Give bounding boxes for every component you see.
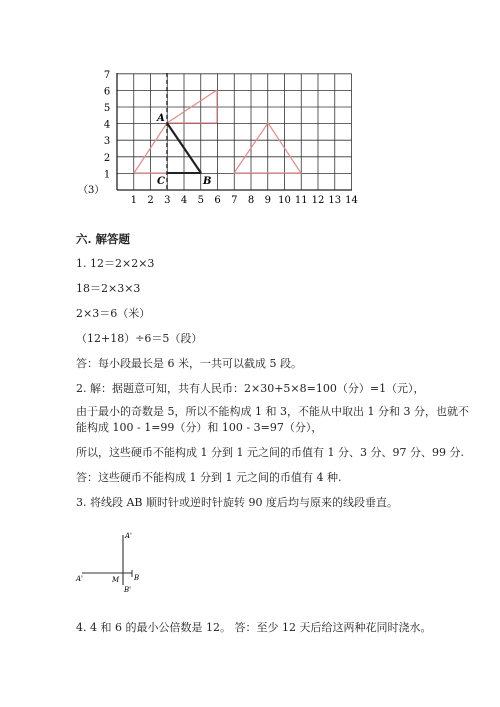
x-tick-labels (131, 195, 358, 206)
answer-line: 2×3＝6（米） (76, 307, 151, 320)
answer-line: （12+18）÷6＝5（段） (76, 332, 203, 345)
answer-line: 1. 12＝2×2×3 (76, 257, 155, 270)
y-tick-label: 3 (103, 136, 111, 148)
x-tick-label: 7 (231, 195, 238, 206)
x-tick-label: 6 (214, 195, 221, 206)
x-tick-label: 5 (197, 195, 204, 206)
answer-line: 答：这些硬币不能构成 1 分到 1 元之间的币值有 4 种. (76, 471, 342, 484)
answer-line: 4. 4 和 6 的最小公倍数是 12。 答：至少 12 天后给这两种花同时浇水。 (76, 621, 432, 634)
x-tick-label: 4 (180, 195, 188, 206)
x-tick-label: 3 (164, 195, 171, 206)
answer-line: 2. 解：据题意可知，共有人民币：2×30+5×8=100（分）=1（元）， (76, 382, 425, 395)
y-tick-label: 1 (103, 169, 111, 181)
label-a: A (157, 113, 165, 124)
y-tick-label: 7 (103, 69, 111, 81)
y-tick-label: 4 (103, 119, 111, 131)
label-b: B (134, 574, 140, 582)
y-tick-label: 2 (103, 152, 111, 164)
answer-line: 所以，这些硬币不能构成 1 分到 1 元之间的币值有 1 分、3 分、97 分、99 分. (76, 446, 464, 459)
label-b-prime: B' (124, 586, 132, 594)
answer-line: 答：每小段最长是 6 米，一共可以截成 5 段。 (76, 357, 302, 370)
x-tick-label: 2 (147, 195, 154, 206)
answer-line: 18＝2×3×3 (76, 282, 141, 295)
label-c: C (157, 176, 165, 187)
x-tick-label: 12 (311, 195, 325, 206)
label-a-prime-top: A' (125, 532, 132, 540)
x-tick-label: 1 (130, 195, 137, 206)
label-a-prime-left: A' (76, 575, 83, 583)
x-tick-label: 8 (247, 195, 255, 206)
grid-figure (0, 0, 500, 215)
y-tick-label: 5 (103, 103, 111, 114)
figure-number: （3） (78, 185, 105, 196)
x-tick-label: 14 (345, 195, 358, 206)
x-tick-label: 9 (264, 195, 271, 206)
shifted-top-edge (167, 90, 217, 123)
x-tick-label: 10 (278, 195, 291, 206)
answer-line: 3. 将线段 AB 顺时针或逆时针旋转 90 度后均与原来的线段垂直。 (76, 496, 399, 509)
y-tick-label: 6 (103, 86, 111, 98)
x-tick-label: 11 (294, 195, 308, 206)
label-b: B (203, 176, 212, 187)
y-tick-labels (104, 70, 110, 181)
section-title: 六. 解答题 (76, 232, 131, 246)
left-triangle-top-edges (134, 123, 217, 173)
x-tick-label: 13 (328, 195, 342, 206)
rotation-figure (70, 525, 160, 600)
answer-paragraph: 由于最小的奇数是 5，所以不能构成 1 和 3，不能从中取出 1 分和 3 分，也就不能构成 100 - 1=99（分）和 100 - 3=97（分）， (76, 405, 469, 434)
label-m: M (112, 576, 120, 584)
